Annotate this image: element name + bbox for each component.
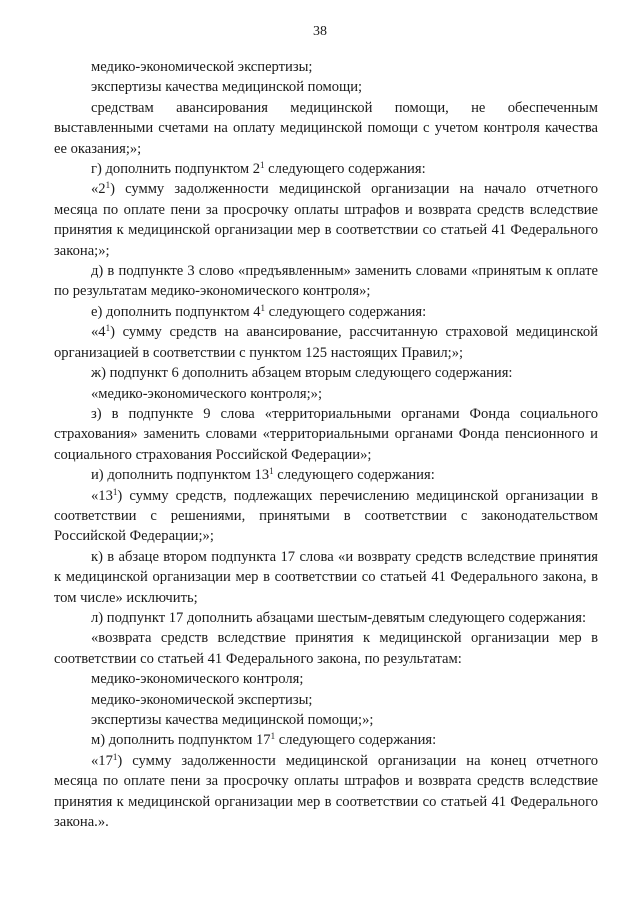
- text-segment: «13: [91, 487, 113, 504]
- text-segment: и) дополнить подпунктом 13: [91, 467, 270, 484]
- text-segment: ж) подпункт 6 дополнить абзацем вторым следующего содержания:: [91, 365, 513, 382]
- paragraph: [54, 404, 598, 465]
- paragraph: [54, 628, 598, 669]
- paragraph: [54, 730, 598, 750]
- paragraph: [54, 690, 598, 710]
- superscript: 1: [269, 466, 274, 477]
- text-segment: следующего содержания:: [273, 467, 435, 484]
- paragraph: [54, 710, 598, 730]
- text-segment: з) в подпункте 9 слова «территориальными органами Фонда социального страхования» заменить словами «территориальными органами Фонда пенсионного и социального страхования Российской Федерации»;: [54, 405, 598, 463]
- paragraph: [54, 465, 598, 485]
- paragraph: [54, 98, 598, 159]
- paragraph: [54, 608, 598, 628]
- text-segment: г) дополнить подпунктом 2: [91, 161, 261, 178]
- document-body: [54, 57, 598, 832]
- paragraph: [54, 669, 598, 689]
- text-segment: ) сумму задолженности медицинской организации на начало отчетного месяца по оплате пени за просрочку оплаты штрафов и возврата средств вследствие принятия к медицинской организации мер в соответствии со статьей 41 Федерального закона;»;: [54, 181, 598, 259]
- text-segment: экспертизы качества медицинской помощи;»;: [91, 712, 374, 728]
- text-segment: ) сумму средств, подлежащих перечислению медицинской организации в соответствии с решениями, принятыми в соответствии с законодательством Российской Федерации;»;: [54, 487, 598, 545]
- text-segment: экспертизы качества медицинской помощи;: [91, 79, 363, 96]
- text-segment: е) дополнить подпунктом 4: [91, 303, 261, 320]
- superscript: 1: [112, 486, 118, 497]
- superscript: 1: [105, 323, 111, 334]
- text-segment: медико-экономической экспертизы;: [91, 59, 313, 75]
- text-segment: «4: [91, 324, 106, 341]
- paragraph: [54, 57, 598, 77]
- superscript: 1: [260, 302, 266, 313]
- text-segment: следующего содержания:: [264, 161, 426, 178]
- paragraph: [54, 302, 598, 322]
- text-segment: ) сумму задолженности медицинской организации на конец отчетного месяца по оплате пени за просрочку оплаты штрафов и возврата средств вследствие принятия к медицинской организации мер в соответствии со статьей 41 Федерального закона.».: [54, 752, 598, 831]
- text-segment: медико-экономического контроля;: [91, 671, 304, 688]
- paragraph: [54, 159, 598, 179]
- text-segment: к) в абзаце втором подпункта 17 слова «и возврату средств вследствие принятия к медицинской организации мер в соответствии со статьей 41 Федерального закона, в том числе» исключить;: [54, 548, 598, 606]
- text-segment: средствам авансирования медицинской помощи, не обеспеченным выставленными счетами на оплату медицинской помощи с учетом контроля качества ее оказания;»;: [54, 99, 598, 157]
- paragraph: [54, 179, 598, 261]
- paragraph: [54, 384, 598, 404]
- text-segment: следующего содержания:: [275, 732, 437, 749]
- text-segment: «17: [91, 752, 113, 769]
- paragraph: [54, 261, 598, 302]
- text-segment: следующего содержания:: [265, 303, 427, 320]
- text-segment: «возврата средств вследствие принятия к медицинской организации мер в соответствии со статьей 41 Федерального закона, по результатам:: [54, 630, 598, 667]
- text-segment: «медико-экономического контроля;»;: [91, 385, 323, 402]
- paragraph: [54, 486, 598, 547]
- page-number: 38: [313, 24, 327, 39]
- text-segment: м) дополнить подпунктом 17: [91, 732, 271, 749]
- paragraph: [54, 322, 598, 363]
- superscript: 1: [260, 160, 265, 171]
- superscript: 1: [112, 751, 118, 762]
- paragraph: [54, 77, 598, 97]
- paragraph: [54, 363, 598, 383]
- text-segment: л) подпункт 17 дополнить абзацами шестым-девятым следующего содержания:: [91, 609, 586, 626]
- superscript: 1: [105, 180, 111, 191]
- text-segment: «2: [91, 181, 106, 198]
- text-segment: ) сумму средств на авансирование, рассчитанную страховой медицинской организацией в соответствии с пунктом 125 настоящих Правил;»;: [54, 324, 598, 361]
- text-segment: медико-экономической экспертизы;: [91, 691, 313, 708]
- paragraph: [54, 751, 598, 833]
- text-segment: д) в подпункте 3 слово «предъявленным» заменить словами «принятым к оплате по результатам медико-экономического контроля»;: [54, 263, 598, 300]
- paragraph: [54, 547, 598, 608]
- superscript: 1: [270, 731, 276, 742]
